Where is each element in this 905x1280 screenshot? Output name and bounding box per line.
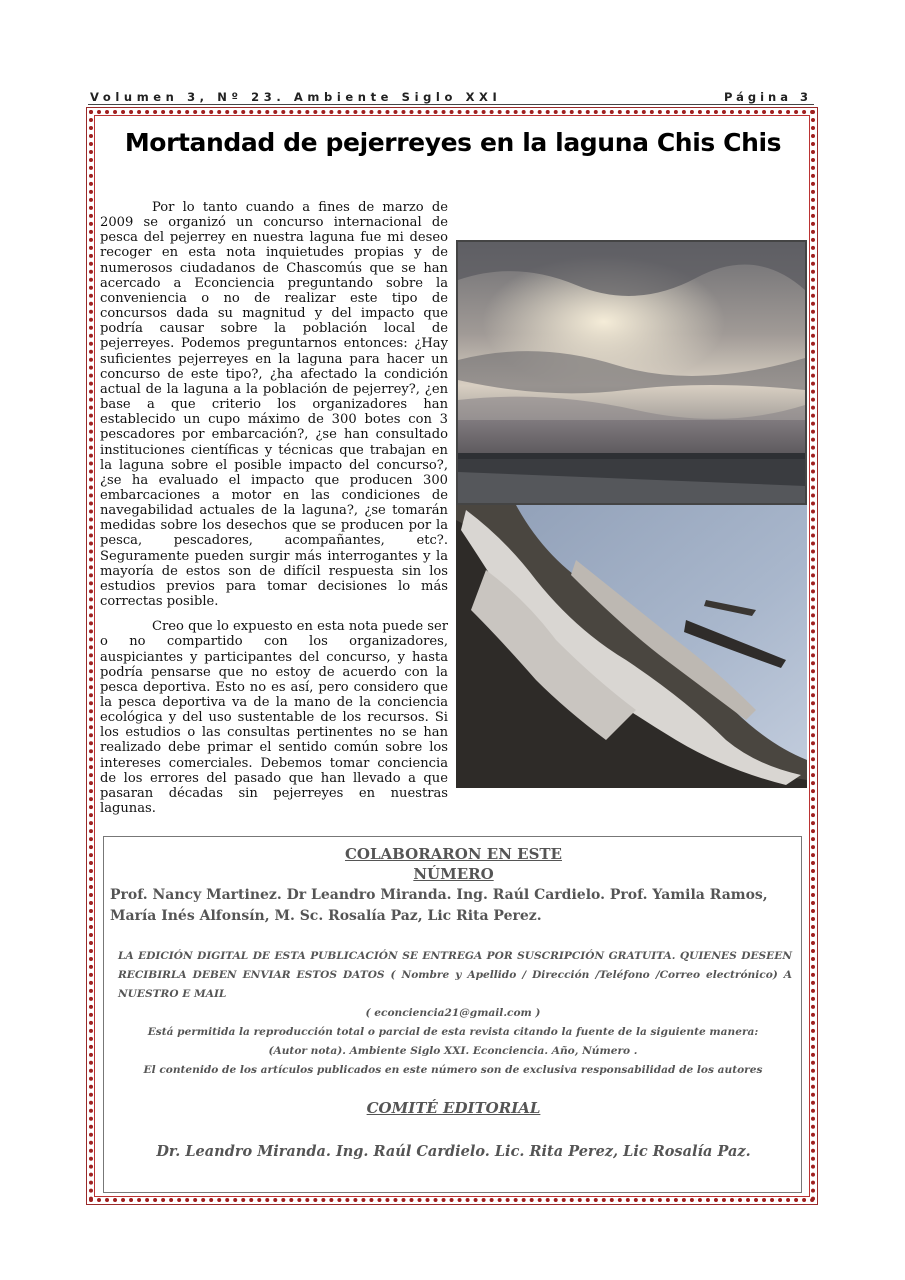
header-page-number: Página 3 xyxy=(723,90,812,104)
reproduction-notice-line-2: (Autor nota). Ambiente Siglo XXI. Econciencia. Año, Número . xyxy=(268,1045,638,1057)
subscription-notice: LA EDICIÓN DIGITAL DE ESTA PUBLICACIÓN SE ENTREGA POR SUSCRIPCIÓN GRATUITA. QUIENES DESEEN RECIBIRLA DEBEN ENVIAR ESTOS DATOS ( Nombre y Apellido / Dirección /Teléfono /Correo electrónico) A NUESTRO E MAIL xyxy=(118,950,792,1000)
credits-box xyxy=(103,836,802,1193)
photo-lagoon-dead-fish xyxy=(456,240,807,788)
subscription-notice-block xyxy=(110,947,796,1080)
article-title: Mortandad de pejerreyes en la laguna Chis Chis xyxy=(124,128,782,157)
collaborators-list xyxy=(110,885,796,927)
article-photo xyxy=(456,240,807,788)
credits-heading-line-2: NÚMERO xyxy=(413,865,494,883)
reproduction-notice-line-1: Está permitida la reproducción total o parcial de esta revista citando la fuente de la siguiente manera: xyxy=(147,1026,759,1038)
editorial-committee-heading: COMITÉ EDITORIAL xyxy=(366,1099,541,1117)
responsibility-notice: El contenido de los artículos publicados en este número son de exclusiva responsabilidad de los autores xyxy=(143,1064,763,1076)
header-divider xyxy=(88,104,814,105)
article-paragraph-1: Por lo tanto cuando a fines de marzo de 2009 se organizó un concurso internacional de pesca del pejerrey en nuestra laguna fue mi deseo recoger en esta nota inquietudes propias y de numerosos ciudadanos de Chascomús que se han acercado a Econciencia preguntando sobre la conveniencia o no de realizar este tipo de concursos dada su magnitud y del impacto que podría causar sobre la población local de pejerreyes. Podemos preguntarnos entonces: ¿Hay suficientes pejerreyes en la laguna para hacer un concurso de este tipo?, ¿ha afectado la condición actual de la laguna a la población de pejerrey?, ¿en base a que criterio los organizadores han establecido un cupo máximo de 300 botes con 3 pescadores por embarcación?, ¿se han consultado instituciones científicas y técnicas que trabajan en la laguna sobre el posible impacto del concurso?, ¿se ha evaluado el impacto que producen 300 embarcaciones a motor en las condiciones de navegabilidad actuales de la laguna?, ¿se tomarán medidas sobre los desechos que se producen por la pesca, pescadores, acompañantes, etc?. Seguramente pueden surgir más interrogantes y la mayoría de estos son de difícil respuesta sin los estudios previos para tomar decisiones lo más correctas posible. xyxy=(100,200,448,610)
header-volume-info: Volumen 3, Nº 23. Ambiente Siglo XXI xyxy=(90,90,502,104)
collaborators-line-1: Prof. Nancy Martinez. Dr Leandro Miranda. Ing. Raúl Cardielo. Prof. Yamila Ramos, xyxy=(110,887,768,903)
article-body xyxy=(100,200,448,826)
contact-email: ( econciencia21@gmail.com ) xyxy=(365,1007,541,1019)
article-paragraph-2: Creo que lo expuesto en esta nota puede ser o no compartido con los organizadores, auspiciantes y participantes del concurso, y hasta podría pensarse que no estoy de acuerdo con la pesca deportiva. Esto no es así, pero considero que la pesca deportiva va de la mano de la conciencia ecológica y del uso sustentable de los recursos. Si los estudios o las consultas pertinentes no se han realizado debe primar el sentido común sobre los intereses comerciales. Debemos tomar conciencia de los errores del pasado que han llevado a que pasaran décadas sin pejerreyes en nuestras lagunas. xyxy=(100,619,448,817)
editorial-committee-members: Dr. Leandro Miranda. Ing. Raúl Cardielo. Lic. Rita Perez, Lic Rosalía Paz. xyxy=(156,1143,751,1160)
collaborators-line-2: María Inés Alfonsín, M. Sc. Rosalía Paz, Lic Rita Perez. xyxy=(110,908,542,924)
credits-heading-line-1: COLABORARON EN ESTE xyxy=(344,845,562,863)
